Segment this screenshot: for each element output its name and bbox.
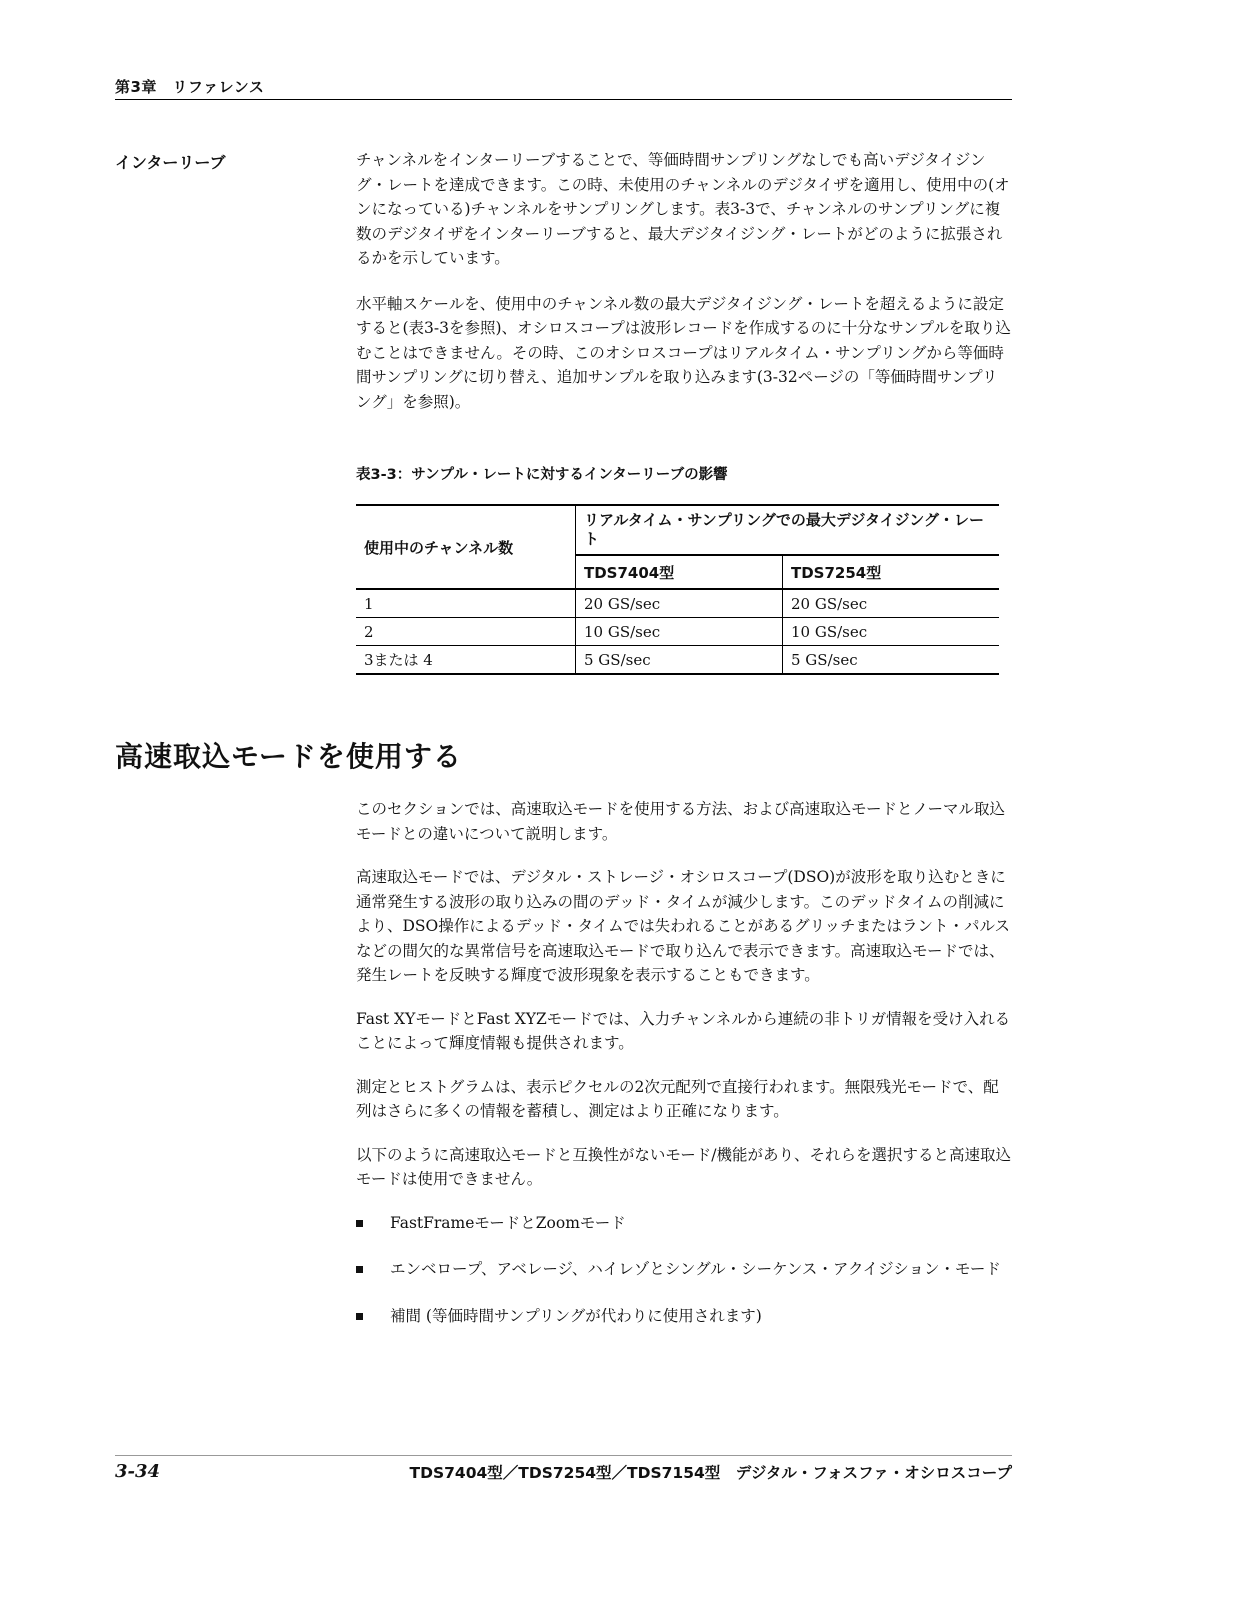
header-rule [115,99,1012,100]
fast-acq-body [356,797,1012,1350]
table-row [356,618,999,646]
header-model-a: TDS7404型 [576,555,783,589]
cell-rate-b: 20 GS/sec [783,589,1000,618]
fast-acq-paragraph-5: 以下のように高速取込モードと互換性がないモード/機能があり、それらを選択すると高速取込モードは使用できません。 [356,1145,1011,1188]
cell-channels: 3または 4 [356,646,576,675]
cell-rate-a: 10 GS/sec [576,618,783,646]
interleave-heading: インターリーブ [115,153,226,172]
running-header: 第3章 リファレンス [115,78,265,96]
table-caption: 表3-3：サンプル・レートに対するインターリーブの影響 [356,467,728,483]
interleave-body [356,148,1012,414]
list-item: FastFrameモードとZoomモード [356,1211,1012,1236]
table-row [356,646,999,675]
interleave-paragraph-2: 水平軸スケールを、使用中のチャンネル数の最大デジタイジング・レートを超えるように設定すると(表3-3を参照)、オシロスコープは波形レコードを作成するのに十分なサンプルを取り込むことはできません。その時、このオシロスコープはリアルタイム・サンプリングから等価時間サンプリングに切り替え、追加サンプルを取り込みます(3-32ページの「等価時間サンプリング」を参照)。 [356,294,1011,411]
cell-rate-b: 10 GS/sec [783,618,1000,646]
interleave-table [356,504,999,675]
header-channels: 使用中のチャンネル数 [356,505,576,589]
cell-channels: 1 [356,589,576,618]
list-item: 補間 (等価時間サンプリングが代わりに使用されます) [356,1304,1012,1329]
bullet-icon [356,1313,363,1320]
bullet-icon [356,1220,363,1227]
section-title: 高速取込モードを使用する [115,740,462,773]
cell-rate-a: 20 GS/sec [576,589,783,618]
fast-acq-paragraph-3: Fast XYモードとFast XYZモードでは、入力チャンネルから連続の非トリガ情報を受け入れることによって輝度情報も提供されます。 [356,1009,1011,1052]
page-number: 3-34 [115,1461,161,1482]
fast-acq-paragraph-1: このセクションでは、高速取込モードを使用する方法、および高速取込モードとノーマル取込モードとの違いについて説明します。 [356,800,1005,843]
cell-rate-a: 5 GS/sec [576,646,783,675]
cell-channels: 2 [356,618,576,646]
cell-rate-b: 5 GS/sec [783,646,1000,675]
list-item: エンベロープ、アベレージ、ハイレゾとシングル・シーケンス・アクイジション・モード [356,1257,1012,1282]
interleave-paragraph-1: チャンネルをインターリーブすることで、等価時間サンプリングなしでも高いデジタイジング・レートを達成できます。この時、未使用のチャンネルのデジタイザを適用し、使用中の(オンになっている)チャンネルをサンプリングします。表3-3で、チャンネルのサンプリングに複数のデジタイザをインターリーブすると、最大デジタイジング・レートがどのように拡張されるかを示しています。 [356,151,1010,267]
bullet-icon [356,1266,363,1273]
header-max-rate: リアルタイム・サンプリングでの最大デジタイジング・レート [576,505,1000,555]
header-model-b: TDS7254型 [783,555,1000,589]
table-row [356,589,999,618]
fast-acq-paragraph-4: 測定とヒストグラムは、表示ピクセルの2次元配列で直接行われます。無限残光モードで、配列はさらに多くの情報を蓄積し、測定はより正確になります。 [356,1077,999,1120]
footer-rule [115,1455,1012,1456]
fast-acq-paragraph-2: 高速取込モードでは、デジタル・ストレージ・オシロスコープ(DSO)が波形を取り込むときに通常発生する波形の取り込みの間のデッド・タイムが減少します。このデッドタイムの削減により、DSO操作によるデッド・タイムでは失われることがあるグリッチまたはラント・パルスなどの間欠的な異常信号を高速取込モードで取り込んで表示できます。高速取込モードでは、発生レートを反映する輝度で波形現象を表示することもできます。 [356,868,1011,984]
footer-title: TDS7404型／TDS7254型／TDS7154型 デジタル・フォスファ・オシロスコープ [409,1464,1012,1482]
incompatible-modes-list [356,1211,1012,1329]
